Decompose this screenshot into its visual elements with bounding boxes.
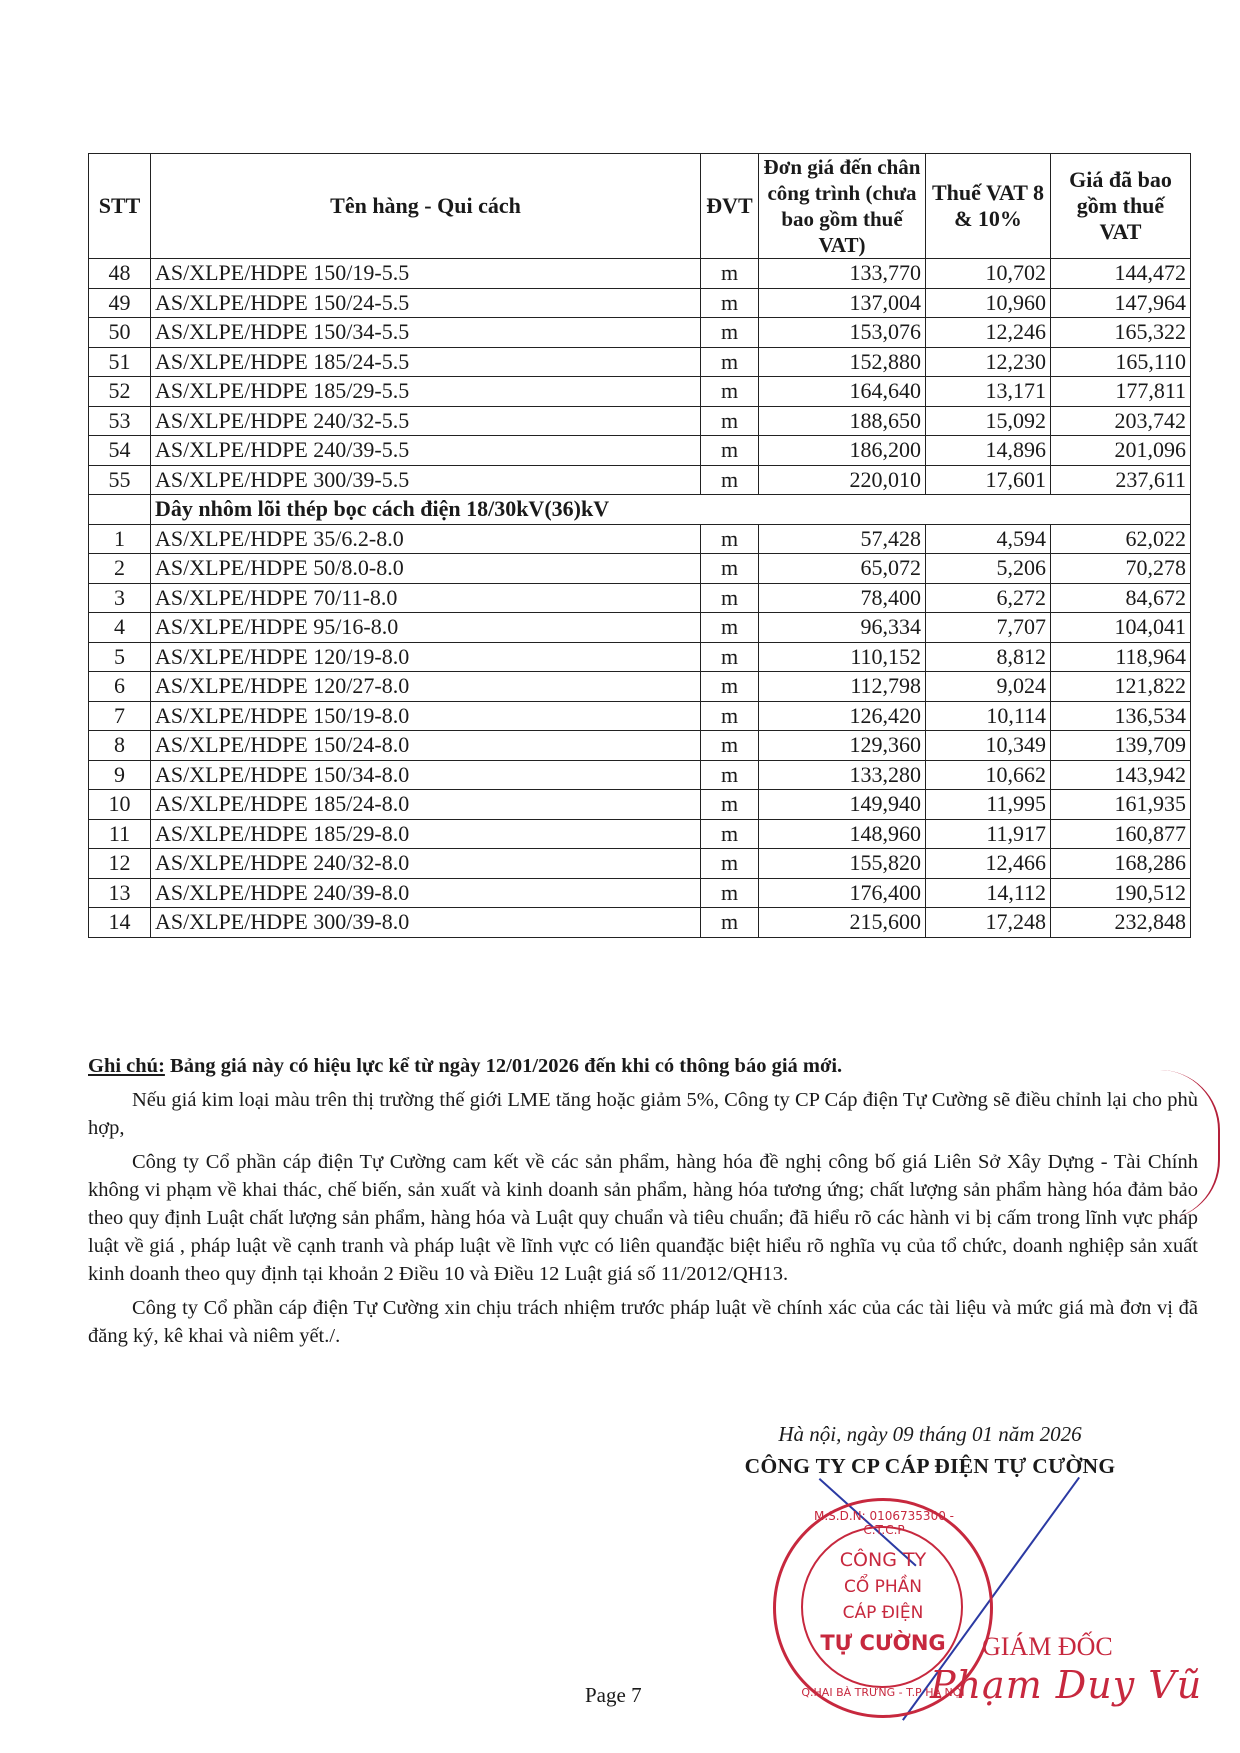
cell-price: 129,360: [759, 731, 926, 761]
cell-stt: 12: [89, 849, 151, 879]
table-row: [89, 554, 1191, 584]
table-row: [89, 908, 1191, 938]
stamp-line-3: CÁP ĐIỆN: [842, 1603, 924, 1623]
cell-stt: 9: [89, 760, 151, 790]
cell-vat: 9,024: [926, 672, 1051, 702]
table-row: [89, 672, 1191, 702]
cell-vat: 17,248: [926, 908, 1051, 938]
partial-stamp-mark: [1158, 1070, 1220, 1220]
cell-vat: 4,594: [926, 524, 1051, 554]
header-price: Đơn giá đến chân công trình (chưa bao gồm thuế VAT): [759, 154, 926, 259]
cell-price: 152,880: [759, 347, 926, 377]
cell-stt: 1: [89, 524, 151, 554]
cell-price: 215,600: [759, 908, 926, 938]
cell-total: 121,822: [1051, 672, 1191, 702]
cell-unit: m: [701, 731, 759, 761]
cell-name: AS/XLPE/HDPE 300/39-8.0: [151, 908, 701, 938]
cell-unit: m: [701, 524, 759, 554]
cell-unit: m: [701, 701, 759, 731]
cell-stt: 8: [89, 731, 151, 761]
cell-stt: 5: [89, 642, 151, 672]
cell-name: AS/XLPE/HDPE 185/29-5.5: [151, 377, 701, 407]
cell-vat: 10,702: [926, 259, 1051, 289]
stamp-line-4: TỰ CƯỜNG: [820, 1631, 946, 1655]
cell-unit: m: [701, 554, 759, 584]
cell-name: AS/XLPE/HDPE 240/39-5.5: [151, 436, 701, 466]
table-row: [89, 790, 1191, 820]
cell-stt: 52: [89, 377, 151, 407]
cell-unit: m: [701, 849, 759, 879]
table-row: [89, 760, 1191, 790]
cell-total: 62,022: [1051, 524, 1191, 554]
cell-vat: 17,601: [926, 465, 1051, 495]
cell-unit: m: [701, 288, 759, 318]
header-vat: Thuế VAT 8 & 10%: [926, 154, 1051, 259]
cell-stt: 51: [89, 347, 151, 377]
cell-price: 133,280: [759, 760, 926, 790]
cell-stt: 10: [89, 790, 151, 820]
cell-vat: 11,917: [926, 819, 1051, 849]
table-row: [89, 642, 1191, 672]
cell-stt: 11: [89, 819, 151, 849]
date-line: Hà nội, ngày 09 tháng 01 năm 2026: [778, 1422, 1082, 1446]
cell-total: 190,512: [1051, 878, 1191, 908]
cell-name: AS/XLPE/HDPE 150/19-5.5: [151, 259, 701, 289]
paragraph-commitment: Công ty Cổ phần cáp điện Tự Cường cam kết về các sản phẩm, hàng hóa đề nghị công bố giá Liên Sở Xây Dựng - Tài Chính không vi phạm về khai thác, chế biến, sản xuất và kinh doanh sản phẩm, hàng hóa tương ứng; chất lượng sản phẩm hàng hóa đảm bảo theo quy định Luật chất lượng sản phẩm, hàng hóa và Luật quy chuẩn và tiêu chuẩn; đã hiểu rõ các hành vi bị cấm trong lĩnh vực pháp luật về giá , pháp luật về cạnh tranh và pháp luật về lĩnh vực có liên quanđặc biệt hiểu rõ nghĩa vụ của tổ chức, doanh nghiệp sản xuất kinh doanh theo quy định tại khoản 2 Điều 10 và Điều 12 Luật giá số 11/2012/QH13.: [88, 1151, 1198, 1285]
note-label: Ghi chú:: [88, 1055, 165, 1077]
cell-unit: m: [701, 406, 759, 436]
table-row: [89, 819, 1191, 849]
table-row: [89, 849, 1191, 879]
cell-stt: 53: [89, 406, 151, 436]
table-row: [89, 731, 1191, 761]
cell-name: AS/XLPE/HDPE 150/34-5.5: [151, 318, 701, 348]
cell-name: AS/XLPE/HDPE 300/39-5.5: [151, 465, 701, 495]
cell-total: 104,041: [1051, 613, 1191, 643]
cell-stt: 6: [89, 672, 151, 702]
cell-vat: 14,896: [926, 436, 1051, 466]
table-row: [89, 347, 1191, 377]
header-unit: ĐVT: [701, 154, 759, 259]
cell-price: 126,420: [759, 701, 926, 731]
section-row: [89, 495, 1191, 525]
table-row: [89, 377, 1191, 407]
note-validity-text: Bảng giá này có hiệu lực kể từ ngày 12/01/2026 đến khi có thông báo giá mới.: [164, 1055, 843, 1077]
cell-vat: 12,230: [926, 347, 1051, 377]
cell-total: 232,848: [1051, 908, 1191, 938]
cell-stt: 14: [89, 908, 151, 938]
cell-name: AS/XLPE/HDPE 150/24-8.0: [151, 731, 701, 761]
cell-total: 118,964: [1051, 642, 1191, 672]
cell-price: 153,076: [759, 318, 926, 348]
cell-vat: 10,662: [926, 760, 1051, 790]
cell-price: 188,650: [759, 406, 926, 436]
cell-price: 57,428: [759, 524, 926, 554]
cell-price: 176,400: [759, 878, 926, 908]
cell-name: AS/XLPE/HDPE 185/29-8.0: [151, 819, 701, 849]
cell-stt: 49: [89, 288, 151, 318]
notes-paragraphs: [88, 1086, 1198, 1356]
cell-total: 237,611: [1051, 465, 1191, 495]
cell-vat: 13,171: [926, 377, 1051, 407]
cell-unit: m: [701, 465, 759, 495]
cell-price: 137,004: [759, 288, 926, 318]
cell-stt: 7: [89, 701, 151, 731]
table-row: [89, 259, 1191, 289]
cell-stt: 55: [89, 465, 151, 495]
table-row: [89, 524, 1191, 554]
cell-name: AS/XLPE/HDPE 185/24-5.5: [151, 347, 701, 377]
cell-unit: m: [701, 259, 759, 289]
cell-price: 96,334: [759, 613, 926, 643]
table-row: [89, 288, 1191, 318]
table-row: [89, 583, 1191, 613]
cell-unit: m: [701, 377, 759, 407]
cell-total: 84,672: [1051, 583, 1191, 613]
cell-unit: m: [701, 436, 759, 466]
cell-name: AS/XLPE/HDPE 185/24-8.0: [151, 790, 701, 820]
cell-total: 136,534: [1051, 701, 1191, 731]
cell-stt: 13: [89, 878, 151, 908]
cell-vat: 10,114: [926, 701, 1051, 731]
cell-vat: 5,206: [926, 554, 1051, 584]
cell-price: 149,940: [759, 790, 926, 820]
cell-vat: 11,995: [926, 790, 1051, 820]
header-name: Tên hàng - Qui cách: [151, 154, 701, 259]
cell-name: AS/XLPE/HDPE 95/16-8.0: [151, 613, 701, 643]
cell-vat: 10,960: [926, 288, 1051, 318]
cell-total: 201,096: [1051, 436, 1191, 466]
cell-unit: m: [701, 583, 759, 613]
cell-stt: 3: [89, 583, 151, 613]
cell-vat: 6,272: [926, 583, 1051, 613]
company-name: CÔNG TY CP CÁP ĐIỆN TỰ CƯỜNG: [744, 1454, 1116, 1478]
cell-total: 139,709: [1051, 731, 1191, 761]
validity-note: [88, 1052, 1198, 1080]
cell-total: 70,278: [1051, 554, 1191, 584]
section-stt-empty: [89, 495, 151, 525]
cell-unit: m: [701, 347, 759, 377]
paragraph-lme: Nếu giá kim loại màu trên thị trường thế giới LME tăng hoặc giảm 5%, Công ty CP Cáp điện Tự Cường sẽ điều chỉnh lại cho phù hợp,: [88, 1089, 1198, 1139]
table-header-row: [89, 154, 1191, 259]
cell-vat: 7,707: [926, 613, 1051, 643]
table-body-section-b: [89, 524, 1191, 937]
cell-vat: 12,466: [926, 849, 1051, 879]
stamp-ring-bottom-text: Q.HAI BÀ TRƯNG - T.P HÀ NỘI: [801, 1686, 965, 1699]
paragraph-responsibility: Công ty Cổ phần cáp điện Tự Cường xin chịu trách nhiệm trước pháp luật về chính xác của các tài liệu và mức giá mà đơn vị đã đăng ký, kê khai và niêm yết./.: [88, 1297, 1198, 1347]
cell-unit: m: [701, 790, 759, 820]
cell-total: 165,322: [1051, 318, 1191, 348]
cell-unit: m: [701, 318, 759, 348]
cell-name: AS/XLPE/HDPE 240/39-8.0: [151, 878, 701, 908]
cell-name: AS/XLPE/HDPE 120/19-8.0: [151, 642, 701, 672]
cell-vat: 10,349: [926, 731, 1051, 761]
cell-total: 143,942: [1051, 760, 1191, 790]
stamp-line-2: CỔ PHẦN: [843, 1577, 923, 1597]
table-row: [89, 465, 1191, 495]
cell-name: AS/XLPE/HDPE 120/27-8.0: [151, 672, 701, 702]
cell-price: 112,798: [759, 672, 926, 702]
cell-unit: m: [701, 760, 759, 790]
cell-stt: 48: [89, 259, 151, 289]
table-section-heading: [89, 495, 1191, 525]
cell-total: 161,935: [1051, 790, 1191, 820]
section-title: Dây nhôm lõi thép bọc cách điện 18/30kV(36)kV: [151, 495, 1191, 525]
cell-name: AS/XLPE/HDPE 50/8.0-8.0: [151, 554, 701, 584]
cell-unit: m: [701, 613, 759, 643]
cell-price: 110,152: [759, 642, 926, 672]
cell-name: AS/XLPE/HDPE 70/11-8.0: [151, 583, 701, 613]
cell-total: 203,742: [1051, 406, 1191, 436]
table-body-section-a: [89, 259, 1191, 495]
cell-stt: 4: [89, 613, 151, 643]
cell-total: 147,964: [1051, 288, 1191, 318]
cell-price: 186,200: [759, 436, 926, 466]
cell-name: AS/XLPE/HDPE 150/24-5.5: [151, 288, 701, 318]
cell-price: 78,400: [759, 583, 926, 613]
cell-price: 220,010: [759, 465, 926, 495]
cell-total: 160,877: [1051, 819, 1191, 849]
cell-unit: m: [701, 878, 759, 908]
stamp-ring-top-text: M.S.D.N: 0106735300 - C.T.C.P: [814, 1509, 954, 1537]
table-row: [89, 406, 1191, 436]
cell-name: AS/XLPE/HDPE 150/34-8.0: [151, 760, 701, 790]
stamp-line-1: CÔNG TY: [839, 1549, 927, 1571]
cell-price: 133,770: [759, 259, 926, 289]
cell-unit: m: [701, 642, 759, 672]
cell-unit: m: [701, 908, 759, 938]
table-row: [89, 878, 1191, 908]
cell-total: 177,811: [1051, 377, 1191, 407]
header-stt: STT: [89, 154, 151, 259]
header-total: Giá đã bao gồm thuế VAT: [1051, 154, 1191, 259]
cell-price: 148,960: [759, 819, 926, 849]
cell-total: 165,110: [1051, 347, 1191, 377]
cell-name: AS/XLPE/HDPE 240/32-8.0: [151, 849, 701, 879]
signer-name: Phạm Duy Vũ: [930, 1663, 1203, 1707]
cell-stt: 50: [89, 318, 151, 348]
cell-stt: 2: [89, 554, 151, 584]
cell-vat: 15,092: [926, 406, 1051, 436]
cell-name: AS/XLPE/HDPE 35/6.2-8.0: [151, 524, 701, 554]
cell-vat: 8,812: [926, 642, 1051, 672]
cell-vat: 14,112: [926, 878, 1051, 908]
table-row: [89, 318, 1191, 348]
table-row: [89, 613, 1191, 643]
cell-price: 164,640: [759, 377, 926, 407]
cell-total: 144,472: [1051, 259, 1191, 289]
cell-stt: 54: [89, 436, 151, 466]
cell-unit: m: [701, 672, 759, 702]
cell-price: 155,820: [759, 849, 926, 879]
price-table: [88, 153, 1191, 938]
cell-unit: m: [701, 819, 759, 849]
table-row: [89, 436, 1191, 466]
cell-name: AS/XLPE/HDPE 150/19-8.0: [151, 701, 701, 731]
cell-vat: 12,246: [926, 318, 1051, 348]
page-number: Page 7: [585, 1683, 642, 1707]
cell-name: AS/XLPE/HDPE 240/32-5.5: [151, 406, 701, 436]
table-row: [89, 701, 1191, 731]
director-title: GIÁM ĐỐC: [982, 1632, 1113, 1661]
cell-price: 65,072: [759, 554, 926, 584]
cell-total: 168,286: [1051, 849, 1191, 879]
